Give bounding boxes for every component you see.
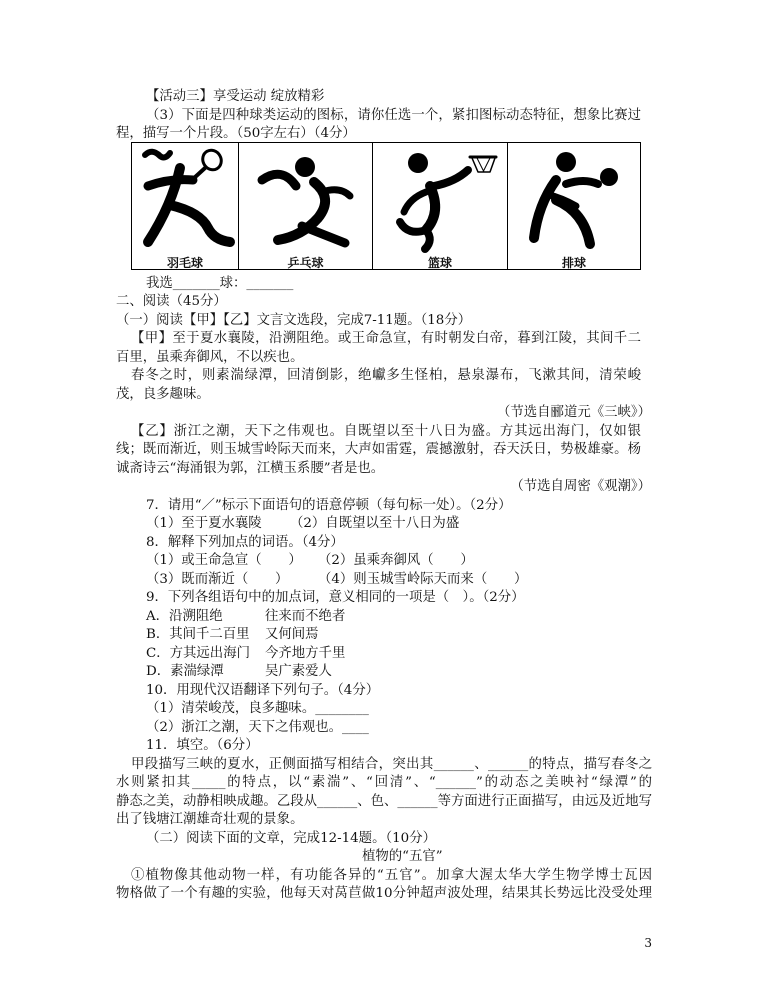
q8-item: （1）或王命急宣（ ） <box>146 553 302 569</box>
q11-line: 水则紧扣其_____的特点，以“素湍”、“回清”、“______”的动态之美映衬“绿潭”的 <box>116 775 652 791</box>
q9-option-right: 又何间焉 <box>265 627 319 643</box>
sport-label: 羽毛球 <box>166 256 203 270</box>
q8-items <box>146 552 652 571</box>
sports-pictogram-table <box>131 142 641 270</box>
q11-line: 甲段描写三峡的夏水，正侧面描写相结合，突出其______、______的特点，描写春冬之 <box>131 756 652 772</box>
q7-stem: 7．请用“／”标示下面语句的语意停顿（每句标一处）。（2分） <box>146 497 512 513</box>
q9-option-left: C．方其远出海门 <box>146 645 250 661</box>
q9-stem: 9．下列各组语句中的加点词，意义相同的一项是（ ）。（2分） <box>146 590 525 606</box>
volleyball-pictogram-icon <box>508 143 640 255</box>
passage-yi-line: 【乙】浙江之潮，天下之伟观也。自既望以至十八日为盛。方其远出海门，仅如银 <box>131 423 641 439</box>
sport-cell-table-tennis <box>238 143 372 269</box>
q9-option-left: B．其间千二百里 <box>146 627 250 643</box>
q7-item: （2）自既望以至十八日为盛 <box>290 516 460 532</box>
q9-option <box>146 663 652 682</box>
sport-cell-badminton <box>132 143 238 269</box>
sport-cell-volleyball <box>507 143 640 269</box>
answer-line: 我选_______球：_______ <box>146 275 294 291</box>
q9-option <box>146 626 652 645</box>
q7-item: （1）至于夏水襄陵 <box>146 516 262 532</box>
q8-item: （3）既而渐近（ ） <box>146 571 289 587</box>
q9-option <box>146 645 652 664</box>
q10-stem: 10．用现代汉语翻译下列句子。（4分） <box>146 682 380 698</box>
passage-jia-source: （节选自郦道元《三峡》） <box>497 405 651 421</box>
article-line: ①植物像其他动物一样，有功能各异的“五官”。加拿大渥太华大学生物学博士瓦因 <box>131 867 652 883</box>
sport-label: 乒乓球 <box>287 256 324 270</box>
q8-item: （2）虽乘奔御风（ ） <box>318 553 474 569</box>
sport-label: 篮球 <box>427 256 452 270</box>
q8-items <box>146 571 652 590</box>
task-line: 程，描写一个片段。（50字左右）（4分） <box>116 126 356 141</box>
q9-option-right: 今齐地方千里 <box>265 645 346 661</box>
table-tennis-pictogram-icon <box>239 143 372 255</box>
page-number: 3 <box>644 936 652 950</box>
task-line: （3）下面是四种球类运动的图标，请你任选一个，紧扣图标动态特征，想象比赛过 <box>146 107 641 123</box>
q10-item: （1）清荣峻茂，良多趣味。________ <box>146 701 369 717</box>
q9-option <box>146 608 652 627</box>
q8-stem: 8．解释下列加点的词语。（4分） <box>146 534 344 550</box>
passage-yi-line: 线；既而渐近，则玉城雪岭际天而来，大声如雷霆，震撼激射，吞天沃日，势极雄豪。杨 <box>116 442 641 458</box>
part2-instruction: （二）阅读下面的文章，完成12-14题。（10分） <box>146 830 436 846</box>
activity-heading: 【活动三】享受运动 绽放精彩 <box>146 89 325 104</box>
q9-option-left: A．沿溯阻绝 <box>146 608 223 624</box>
basketball-pictogram-icon <box>373 143 507 255</box>
q9-option-right: 往来而不绝者 <box>265 608 346 624</box>
section-heading: 二、阅读（45分） <box>116 294 227 310</box>
passage-jia-line: 【甲】至于夏水襄陵，沿溯阻绝。或王命急宣，有时朝发白帝，暮到江陵，其间千二 <box>131 331 641 347</box>
article-line: 物格做了一个有趣的实验，他每天对莴苣做10分钟超声波处理，结果其长势远比没受处理 <box>116 886 652 902</box>
q10-item: （2）浙江之潮，天下之伟观也。____ <box>146 719 369 735</box>
q9-option-left: D．素湍绿潭 <box>146 664 224 680</box>
sport-cell-basketball <box>372 143 507 269</box>
reading-section <box>116 275 652 904</box>
activity-section <box>116 88 652 144</box>
q7-items <box>146 515 652 534</box>
badminton-pictogram-icon <box>132 143 238 255</box>
sport-label: 排球 <box>561 256 586 270</box>
part1-instruction: （一）阅读【甲】【乙】文言文选段，完成7-11题。（18分） <box>116 312 472 328</box>
article-title: 植物的“五官” <box>362 849 443 865</box>
passage-jia-line: 百里，虽乘奔御风，不以疾也。 <box>116 349 304 365</box>
passage-yi-line: 诚斋诗云“海涌银为郭，江横玉系腰”者是也。 <box>116 460 385 476</box>
passage-yi-source: （节选自周密《观潮》） <box>510 479 651 495</box>
q11-line: 静态之美，动静相映成趣。乙段从______、色、______等方面进行正面描写，由远及近地写 <box>116 793 652 809</box>
passage-jia-line: 春冬之时，则素湍绿潭，回清倒影，绝巘多生怪柏，悬泉瀑布，飞漱其间，清荣峻 <box>131 368 641 384</box>
passage-jia-line: 茂，良多趣味。 <box>116 386 210 402</box>
q11-stem: 11．填空。（6分） <box>146 738 259 754</box>
q8-item: （4）则玉城雪岭际天而来（ ） <box>318 571 528 587</box>
q11-line: 出了钱塘江潮雄奇壮观的景象。 <box>116 812 304 828</box>
q9-option-right: 吴广素爱人 <box>265 664 332 680</box>
